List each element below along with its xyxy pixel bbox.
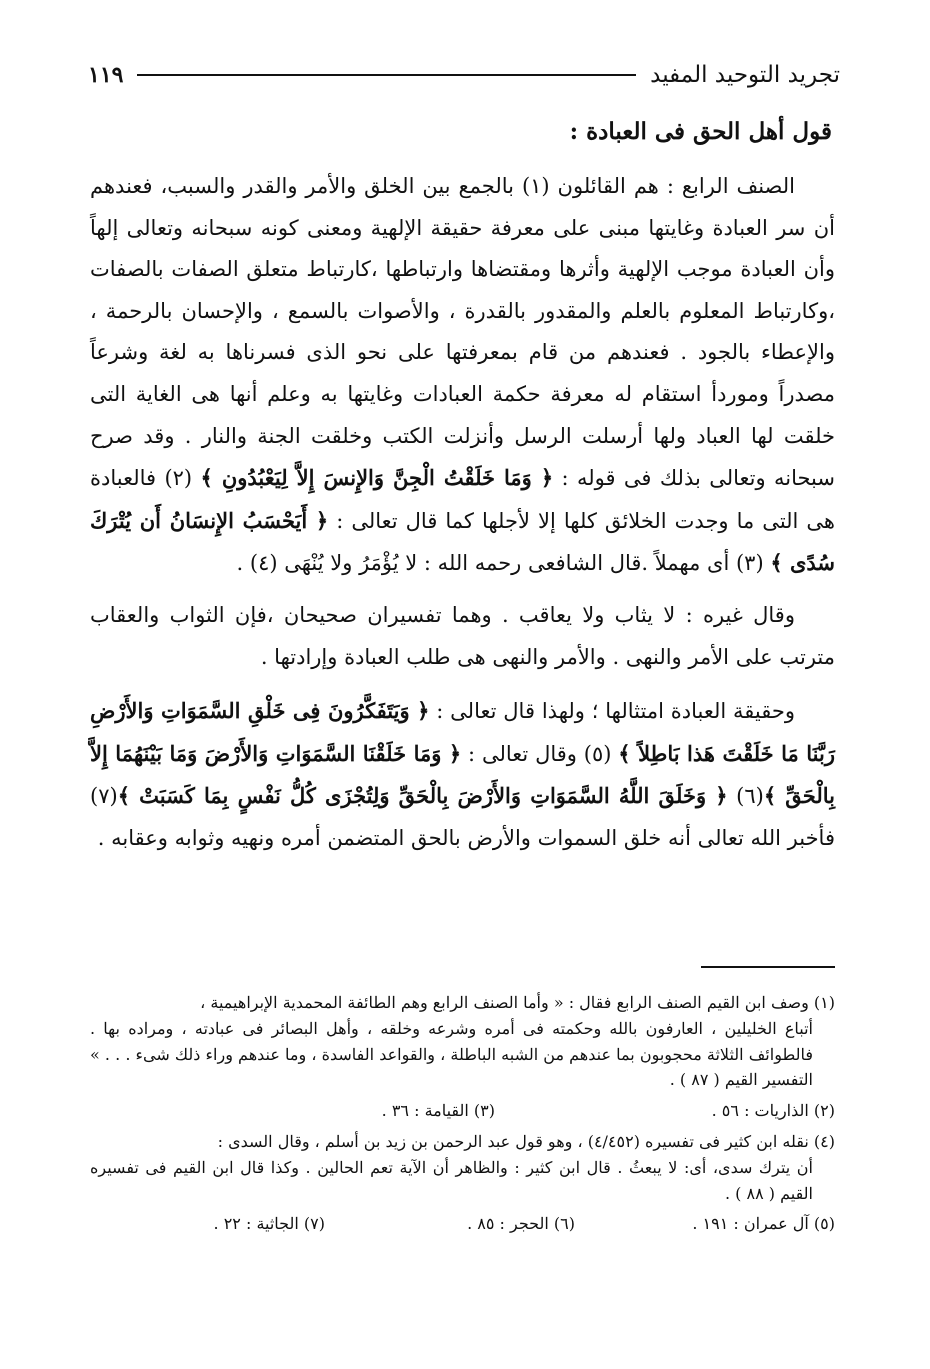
text-run: الصنف الرابع : هم القائلون (١) بالجمع بين الخلق والأمر والقدر والسبب، فعندهم أن سر العبادة وغايتها مبنى على معرفة حقيقة الإلهية ومعنى كونه سبحانه وتعالى إلهاً وأن العبادة موجب الإلهية وأثرها ومقتضاها وارتباطها ،كارتباط متعلق الصفات بالصفات ،وكارتباط المعلوم بالعلم والمقدور بالقدرة ، والأصوات بالسمع ، والإحسان بالرحمة ، والإعطاء بالجود . فعندهم من قام بمعرفتها على نحو الذى فسرناها به لغة وشرعاً مصدراً وموردأ استقام له معرفة حكمة العبادات وغايتها به وعلم أنها هى الغاية التى خلقت لها العباد ولها أرسلت الرسل وأنزلت الكتب وخلقت الجنة والنار . وقد صرح سبحانه وتعالى بذلك فى قوله : — [90, 174, 835, 491]
footnote-text: أتباع الخليلين ، العارفون بالله وحكمته فى أمره وشرعه وخلقه ، وأهل البصائر فى عبادته ، ومراده بها . فالطوائف الثلاثة محجوبون بما عندهم من الشبه الباطلة ، والقواعد الفاسدة ، وما عندهم وراء ذلك شىء . . . » التفسير القيم ( ٨٧ ) . — [90, 1018, 813, 1090]
footnote-3: (٣) القيامة : ٣٦ . — [381, 1101, 495, 1121]
header-rule — [137, 74, 636, 76]
quran-verse: ﴿ وَيَتَفَكَّرُونَ فِى خَلْقِ السَّمَوَاتِ وَالأَرْضِ رَبَّنَا مَا خَلَقْتَ هَذا بَاطِلاً ﴾ — [90, 698, 835, 766]
footnote-text: (١) وصف ابن القيم الصنف الرابع فقال : « وأما الصنف الرابع وهم الطائفة المحمدية الإبراهيمية ، — [200, 993, 835, 1012]
paragraph-1 — [90, 166, 835, 585]
quran-verse: ﴿ أَيَحْسَبُ الإِنسَانُ أَن يُتْرَكَ سُدًى ﴾ — [90, 507, 835, 576]
footnote-text: أن يترك سدى، أى: لا يبعثُ . قال ابن كثير : والظاهر أن الآية تعم الحالين . وكذا قال ابن القيم فى تفسيره القيم ( ٨٨ ) . — [90, 1157, 813, 1203]
paragraph-3 — [90, 690, 835, 859]
footnote-6: (٦) الحجر : ٨٥ . — [467, 1214, 575, 1234]
section-heading: قول أهل الحق فى العبادة : — [569, 118, 832, 145]
text-run: (٣) أى مهملاً .قال الشافعى رحمه الله : لا يُؤْمَرُ ولا يُنْهَى (٤) . — [236, 551, 771, 576]
running-title: تجريد التوحيد المفيد — [650, 62, 840, 88]
main-text — [90, 166, 835, 860]
text-run: (٦) — [727, 784, 764, 809]
footnote-1 — [90, 990, 835, 1093]
running-header — [88, 58, 840, 92]
footnote-row — [90, 1098, 835, 1124]
text-run: (٧) فأخبر الله تعالى أنه خلق السموات والأرض بالحق المتضمن أمره ونهيه وثوابه وعقابه . — [90, 784, 835, 850]
footnote-5: (٥) آل عمران : ١٩١ . — [692, 1214, 835, 1234]
paragraph-2 — [90, 595, 835, 678]
footnote-7: (٧) الجاثية : ٢٢ . — [213, 1214, 325, 1234]
footnote-4 — [90, 1129, 835, 1206]
footnote-text: (٤) نقله ابن كثير فى تفسيره (٤/٤٥٢) ، وهو قول عبد الرحمن بن زيد بن أسلم ، وقال السدى : — [217, 1131, 835, 1151]
quran-verse: ﴿ وَخَلَقَ اللَّهُ السَّمَوَاتِ وَالأَرْضَ بِالْحَقِّ وَلِتُجْزَى كُلُّ نَفْسٍ بِمَا كَسَبَتْ ﴾ — [117, 783, 728, 809]
text-run: (٥) وقال تعالى : — [461, 741, 619, 766]
text-run: وحقيقة العبادة امتثالها ؛ ولهذا قال تعالى : — [429, 699, 795, 724]
footnote-2: (٢) الذاريات : ٥٦ . — [711, 1101, 835, 1121]
footnotes — [90, 990, 835, 1242]
footnote-separator — [701, 966, 835, 968]
quran-verse: ﴿ وَمَا خَلَقْنَا السَّمَوَاتِ وَالأَرْضَ وَمَا بَيْنَهُمَا إِلاَّ بِالْحَقِّ ﴾ — [90, 740, 835, 809]
text-run: (٢) فالعبادة هى التى ما وجدت الخلائق كلها إلا لأجلها كما قال تعالى : — [90, 466, 836, 533]
footnote-row — [90, 1211, 835, 1237]
text-run: وقال غيره : لا يثاب ولا يعاقب . وهما تفسيران صحيحان ،فإن الثواب والعقاب مترتب على الأمر والنهى . والأمر والنهى هى طلب العبادة وإرادتها . — [90, 602, 835, 669]
quran-verse: ﴿ وَمَا خَلَقْتُ الْجِنَّ وَالإِنسَ إِلاَّ لِيَعْبُدُونِ ﴾ — [200, 465, 554, 491]
page-number: ١١٩ — [88, 62, 124, 88]
